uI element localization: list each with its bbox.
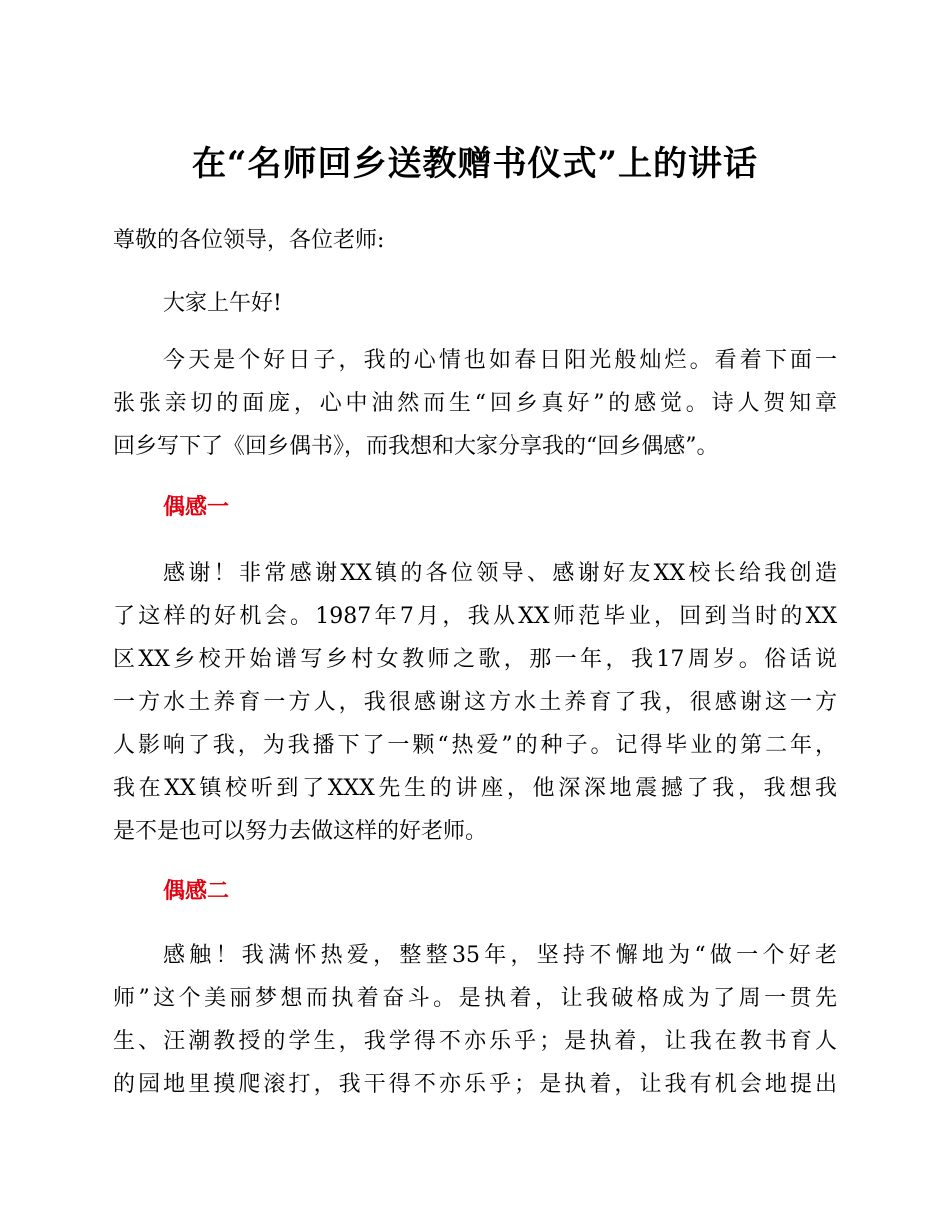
paragraph-line: 感触！我满怀热爱，整整35年，坚持不懈地为“做一个好老	[163, 943, 837, 968]
section1-paragraph	[113, 556, 837, 857]
paragraph-line: 的园地里摸爬滚打，我干得不亦乐乎；是执着，让我有机会地提出	[113, 1072, 837, 1097]
paragraph-line: 师”这个美丽梦想而执着奋斗。是执着，让我破格成为了周一贯先	[113, 986, 837, 1011]
paragraph-line: 了这样的好机会。1987年7月，我从XX师范毕业，回到当时的XX	[113, 604, 837, 629]
greeting: 大家上午好!	[163, 291, 282, 316]
paragraph-line: 今天是个好日子，我的心情也如春日阳光般灿烂。看着下面一	[163, 348, 837, 373]
intro-paragraph	[113, 343, 837, 472]
salutation: 尊敬的各位领导，各位老师:	[113, 228, 385, 253]
paragraph-line: 人影响了我，为我播下了一颗“热爱”的种子。记得毕业的第二年，	[113, 733, 837, 758]
paragraph-line: 我在XX镇校听到了XXX先生的讲座，他深深地震撼了我，我想我	[113, 776, 837, 801]
paragraph-line: 张张亲切的面庞，心中油然而生“回乡真好”的感觉。诗人贺知章	[113, 391, 837, 416]
paragraph-line: 一方水土养育一方人，我很感谢这方水土养育了我，很感谢这一方	[113, 690, 837, 715]
paragraph-line: 区XX乡校开始谱写乡村女教师之歌，那一年，我17周岁。俗话说	[113, 647, 837, 672]
paragraph-line: 回乡写下了《回乡偶书》，而我想和大家分享我的“回乡偶感”。	[113, 434, 719, 459]
paragraph-line: 感谢！非常感谢XX镇的各位领导、感谢好友XX校长给我创造	[163, 561, 837, 586]
section-heading-1: 偶感一	[163, 495, 230, 520]
paragraph-line: 生、汪潮教授的学生，我学得不亦乐乎；是执着，让我在教书育人	[113, 1029, 837, 1054]
section-heading-2: 偶感二	[163, 879, 230, 904]
paragraph-line: 是不是也可以努力去做这样的好老师。	[113, 819, 488, 844]
document-title: 在“名师回乡送教赠书仪式”上的讲话	[191, 144, 759, 184]
section2-paragraph	[113, 938, 837, 1110]
